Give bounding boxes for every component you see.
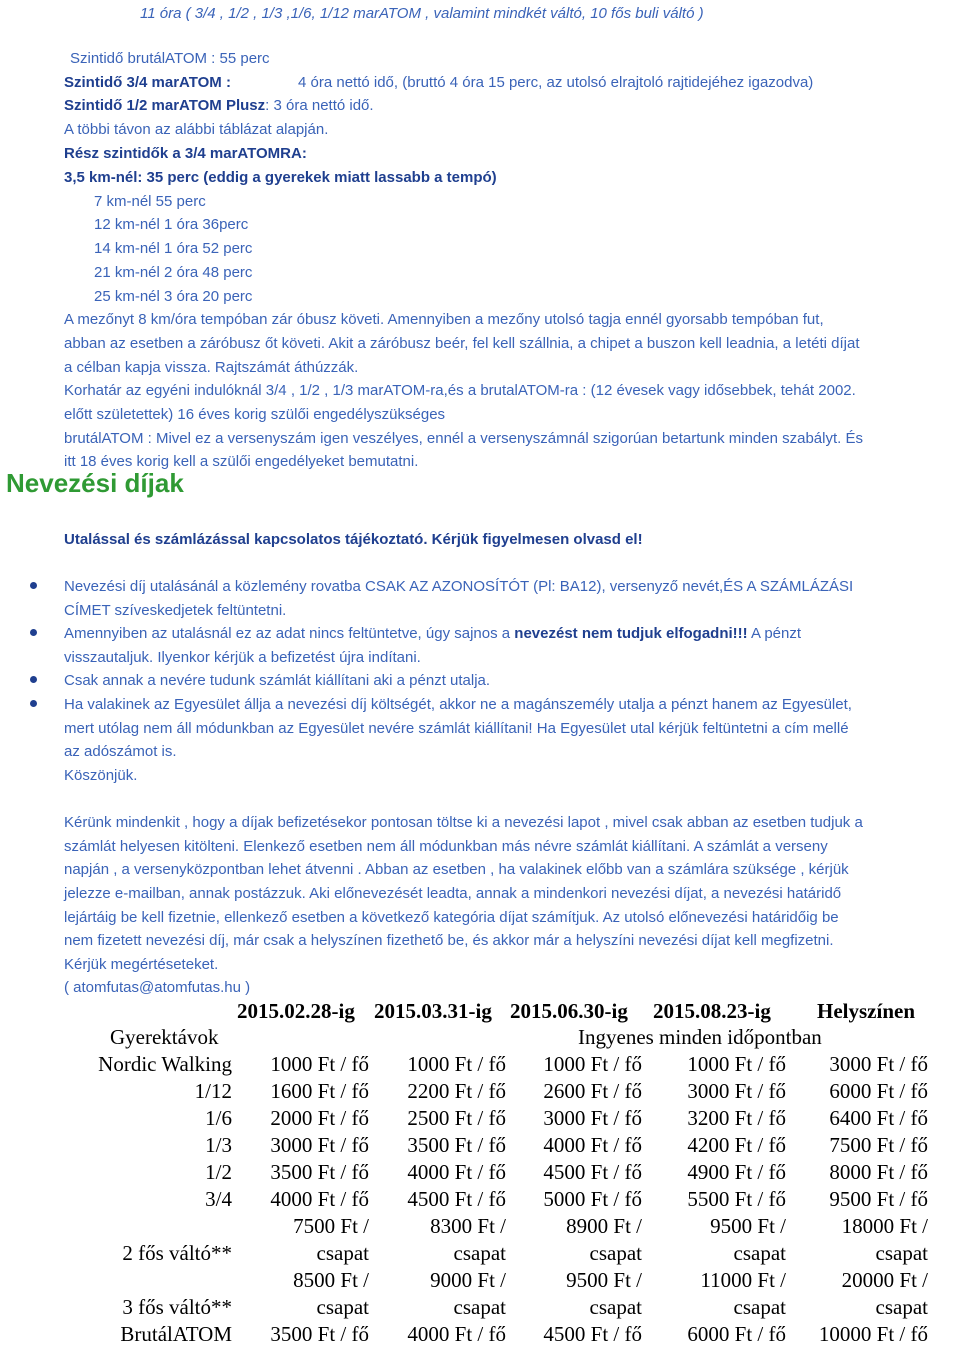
price-cell: 6400 Ft / fő: [829, 1106, 928, 1130]
price-unit: csapat: [589, 1295, 642, 1319]
price-cell: 9500 Ft /: [710, 1214, 786, 1238]
bullet-2-text-bold: nevezést nem tudjuk elfogadni!!!: [514, 625, 748, 642]
rule-others: A többi távon az alábbi táblázat alapján.: [64, 121, 329, 138]
price-cell: 2500 Ft / fő: [407, 1106, 506, 1130]
row-label: BrutálATOM: [120, 1322, 232, 1346]
price-cell: 3500 Ft / fő: [270, 1160, 369, 1184]
rule-34-text: 4 óra nettó idő, (bruttó 4 óra 15 perc, az utolsó elrajtoló rajtidejéhez igazodva): [298, 74, 814, 91]
price-cell: 8500 Ft /: [293, 1268, 369, 1292]
rule-brutal-1: brutálATOM : Mivel ez a versenyszám igen veszélyes, ennél a versenyszámnál szigorúan betartunk minden szabályt. És: [64, 430, 863, 447]
price-cell: 4500 Ft / fő: [407, 1187, 506, 1211]
rule-sweeper-2: abban az esetben a záróbusz őt követi. Akit a záróbusz beér, fel kell szállnia, a chipet a buszon kell leadnia, a letéti díjat: [64, 335, 860, 352]
price-cell: 6000 Ft / fő: [829, 1079, 928, 1103]
rule-brutal-2: itt 18 éves korig kell a szülői engedélyeket bemutatni.: [64, 453, 419, 470]
bullet-4-line-2: mert utólag nem áll módunkban az Egyesület nevére számlát kiállítani! Ha Egyesület utal kérjük feltüntetni a cím mellé: [64, 720, 849, 737]
split-21: 21 km-nél 2 óra 48 perc: [94, 264, 253, 281]
price-unit: csapat: [453, 1241, 506, 1265]
price-cell: 4200 Ft / fő: [687, 1133, 786, 1157]
price-unit: csapat: [589, 1241, 642, 1265]
row-label: 2 fős váltó**: [122, 1241, 232, 1265]
bullet-dot: [30, 582, 37, 589]
price-cell: 6000 Ft / fő: [687, 1322, 786, 1346]
price-cell: 1000 Ft / fő: [543, 1052, 642, 1076]
para-line-2: számlát helyesen kitölteni. Elenkező esetben nem áll módunkban más névre számlát kiállítani. A számlát a verseny: [64, 838, 828, 855]
price-unit: csapat: [733, 1295, 786, 1319]
split-12: 12 km-nél 1 óra 36perc: [94, 216, 249, 233]
price-cell: 1000 Ft / fő: [407, 1052, 506, 1076]
rule-sweeper-1: A mezőnyt 8 km/óra tempóban zár óbusz követi. Amennyiben a mezőny utolsó tagja ennél gyorsabb tempóban fut,: [64, 311, 824, 328]
price-cell: 7500 Ft / fő: [829, 1133, 928, 1157]
para-line-5: lejártáig be kell fizetnie, ellenkező esetben a következő kategória díjat számítjuk. Az utolsó előnevezési határidőig be: [64, 909, 839, 926]
price-unit: csapat: [733, 1241, 786, 1265]
price-cell: 9500 Ft /: [566, 1268, 642, 1292]
para-line-3: napján , a versenyközpontban lehet átvenni . Abban az esetben , ha valakinek előbb van a számlára szüksége , kérjük: [64, 861, 849, 878]
bullet-4-line-3: az adószámot is.: [64, 743, 177, 760]
row-label: 3/4: [205, 1187, 232, 1211]
table-header: 2015.03.31-ig: [374, 999, 492, 1023]
price-cell: 3000 Ft / fő: [543, 1106, 642, 1130]
split-heading: Rész szintidők a 3/4 marATOMRA:: [64, 145, 307, 162]
price-cell: 3000 Ft / fő: [829, 1052, 928, 1076]
price-cell: 3200 Ft / fő: [687, 1106, 786, 1130]
price-cell: 20000 Ft /: [841, 1268, 928, 1292]
para-line-7: Kérjük megértéseteket.: [64, 956, 219, 973]
price-cell: 4500 Ft / fő: [543, 1160, 642, 1184]
para-line-4: jelezze e-mailban, annak postázzuk. Aki előnevezését leadta, annak a mindenkori nevezési díjat, a nevezési határidő: [64, 885, 842, 902]
price-cell: 2600 Ft / fő: [543, 1079, 642, 1103]
price-cell: 5500 Ft / fő: [687, 1187, 786, 1211]
bullet-1-line-1: Nevezési díj utalásánál a közlemény rovatba CSAK AZ AZONOSÍTÓT (Pl: BA12), versenyző nevét,ÉS A SZÁMLÁZÁSI: [64, 578, 854, 595]
table-header: 2015.08.23-ig: [653, 999, 771, 1023]
rule-12-label: Szintidő 1/2 marATOM Plusz: [64, 97, 266, 114]
bullet-dot: [30, 700, 37, 707]
table-header: 2015.02.28-ig: [237, 999, 355, 1023]
row-label: 1/2: [205, 1160, 232, 1184]
rule-12-text: : 3 óra nettó idő.: [265, 97, 374, 114]
row-label: 1/6: [205, 1106, 232, 1130]
row-label-gyerek: Gyerektávok: [110, 1025, 219, 1049]
split-35: 3,5 km-nél: 35 perc (eddig a gyerekek miatt lassabb a tempó): [64, 169, 497, 186]
price-cell: 3000 Ft / fő: [270, 1133, 369, 1157]
price-cell: 8900 Ft /: [566, 1214, 642, 1238]
split-14: 14 km-nél 1 óra 52 perc: [94, 240, 253, 257]
rule-age-2: előtt születettek) 16 éves korig szülői engedélyszükséges: [64, 406, 446, 423]
price-cell: 11000 Ft /: [700, 1268, 786, 1292]
rule-34-label: Szintidő 3/4 marATOM :: [64, 74, 231, 91]
title-line: 11 óra ( 3/4 , 1/2 , 1/3 ,1/6, 1/12 marATOM , valamint mindkét váltó, 10 fős buli váltó ): [140, 5, 704, 22]
price-cell: 1600 Ft / fő: [270, 1079, 369, 1103]
price-cell: 9000 Ft /: [430, 1268, 506, 1292]
price-cell: 4000 Ft / fő: [543, 1133, 642, 1157]
price-cell: 7500 Ft /: [293, 1214, 369, 1238]
price-cell: 2200 Ft / fő: [407, 1079, 506, 1103]
bullet-2-line-1: [64, 624, 801, 644]
price-unit: csapat: [316, 1295, 369, 1319]
row-label: 1/3: [205, 1133, 232, 1157]
price-unit: csapat: [875, 1295, 928, 1319]
price-unit: csapat: [875, 1241, 928, 1265]
table-header: Helyszínen: [817, 999, 915, 1023]
rule-12: [64, 96, 374, 116]
split-7: 7 km-nél 55 perc: [94, 193, 206, 210]
bullet-4-line-1: Ha valakinek az Egyesület állja a nevezési díj költségét, akkor ne a magánszemély utalja a pénzt hanem az Egyesület,: [64, 696, 852, 713]
rule-brutal: Szintidő brutálATOM : 55 perc: [70, 50, 270, 67]
section-heading-fees: Nevezési díjak: [6, 468, 184, 498]
email-link[interactable]: ( atomfutas@atomfutas.hu ): [64, 979, 251, 996]
price-cell: 3000 Ft / fő: [687, 1079, 786, 1103]
table-header: 2015.06.30-ig: [510, 999, 628, 1023]
bullet-2-text-c: A pénzt: [747, 625, 802, 642]
price-cell: 1000 Ft / fő: [687, 1052, 786, 1076]
price-cell: 4000 Ft / fő: [407, 1160, 506, 1184]
price-cell: 10000 Ft / fő: [818, 1322, 928, 1346]
bullet-2-text-a: Amennyiben az utalásnál ez az adat nincs feltüntetve, úgy sajnos a: [64, 625, 515, 642]
price-cell: 8300 Ft /: [430, 1214, 506, 1238]
bullet-3: Csak annak a nevére tudunk számlát kiállítani aki a pénzt utalja.: [64, 672, 491, 689]
gyerek-note: Ingyenes minden időpontban: [578, 1025, 822, 1049]
price-cell: 4000 Ft / fő: [407, 1322, 506, 1346]
split-25: 25 km-nél 3 óra 20 perc: [94, 288, 253, 305]
price-cell: 4000 Ft / fő: [270, 1187, 369, 1211]
row-label: 3 fős váltó**: [122, 1295, 232, 1319]
bullet-1-line-2: CÍMET szíveskedjetek feltüntetni.: [64, 602, 287, 619]
price-unit: csapat: [453, 1295, 506, 1319]
price-cell: 4500 Ft / fő: [543, 1322, 642, 1346]
price-cell: 8000 Ft / fő: [829, 1160, 928, 1184]
info-heading: Utalással és számlázással kapcsolatos tájékoztató. Kérjük figyelmesen olvasd el!: [64, 531, 643, 548]
bullet-dot: [30, 676, 37, 683]
price-cell: 3500 Ft / fő: [407, 1133, 506, 1157]
price-cell: 4900 Ft / fő: [687, 1160, 786, 1184]
para-line-1: Kérünk mindenkit , hogy a díjak befizetésekor pontosan töltse ki a nevezési lapot , mivel csak abban az esetben tudjuk a: [64, 814, 863, 831]
row-label: 1/12: [194, 1079, 232, 1103]
price-cell: 5000 Ft / fő: [543, 1187, 642, 1211]
rule-sweeper-3: a célban kapja vissza. Rajtszámát áthúzzák.: [64, 359, 359, 376]
rule-age-1: Korhatár az egyéni indulóknál 3/4 , 1/2 , 1/3 marATOM-ra,és a brutalATOM-ra : (12 évesek vagy idősebbek, tehát 2002.: [64, 382, 856, 399]
row-label: Nordic Walking: [98, 1052, 232, 1076]
price-cell: 3500 Ft / fő: [270, 1322, 369, 1346]
bullet-4-line-4: Köszönjük.: [64, 767, 138, 784]
price-cell: 18000 Ft /: [841, 1214, 928, 1238]
para-line-6: nem fizetett nevezési díj, már csak a helyszínen fizethető be, és akkor már a helyszíni nevezési díjat kell megfizetni.: [64, 932, 834, 949]
price-cell: 1000 Ft / fő: [270, 1052, 369, 1076]
price-cell: 2000 Ft / fő: [270, 1106, 369, 1130]
bullet-dot: [30, 629, 37, 636]
bullet-2-line-2: visszautaljuk. Ilyenkor kérjük a befizetést újra indítani.: [64, 649, 421, 666]
price-unit: csapat: [316, 1241, 369, 1265]
price-cell: 9500 Ft / fő: [829, 1187, 928, 1211]
